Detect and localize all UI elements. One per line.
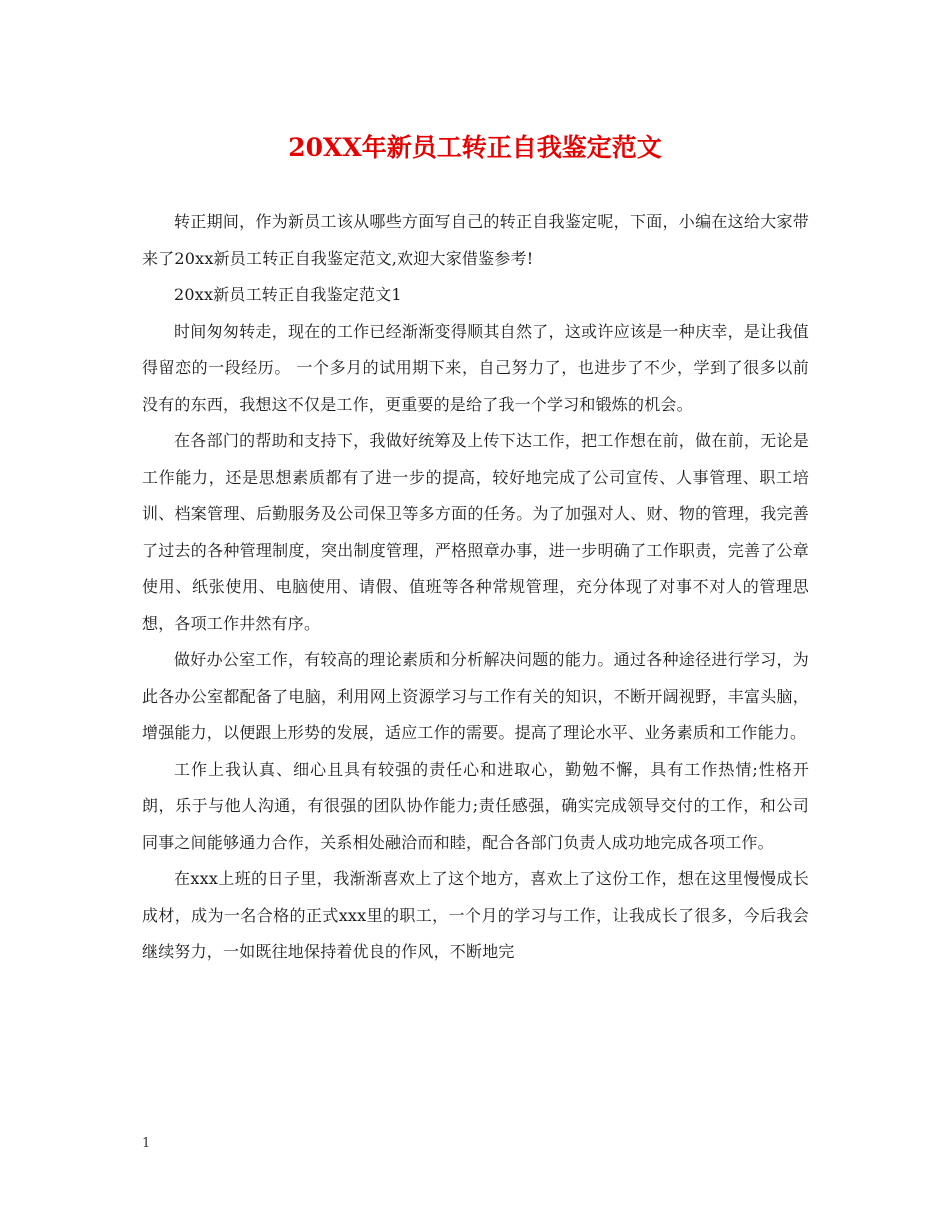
paragraph: 时间匆匆转走，现在的工作已经渐渐变得顺其自然了，这或许应该是一种庆幸，是让我值得留恋的一段经历。 一个多月的试用期下来，自己努力了，也进步了不少，学到了很多以前没有的东西，我想这不仅是工作，更重要的是给了我一个学习和锻炼的机会。 xyxy=(142,321,809,414)
paragraph: 工作上我认真、细心且具有较强的责任心和进取心，勤勉不懈，具有工作热情;性格开朗，乐于与他人沟通，有很强的团队协作能力;责任感强，确实完成领导交付的工作，和公司同事之间能够通力合作，关系相处融洽而和睦，配合各部门负责人成功地完成各项工作。 xyxy=(142,759,809,852)
page-number: 1 xyxy=(142,1136,151,1151)
paragraph: 在xxx上班的日子里，我渐渐喜欢上了这个地方，喜欢上了这份工作，想在这里慢慢成长成材，成为一名合格的正式xxx里的职工，一个月的学习与工作，让我成长了很多，今后我会继续努力，一如既往地保持着优良的作风，不断地完 xyxy=(142,869,809,961)
paragraph: 在各部门的帮助和支持下，我做好统筹及上传下达工作，把工作想在前，做在前，无论是工作能力，还是思想素质都有了进一步的提高，较好地完成了公司宣传、人事管理、职工培训、档案管理、后勤服务及公司保卫等多方面的任务。为了加强对人、财、物的管理，我完善了过去的各种管理制度，突出制度管理，严格照章办事，进一步明确了工作职责，完善了公章使用、纸张使用、电脑使用、请假、值班等各种常规管理，充分体现了对事不对人的管理思想，各项工作井然有序。 xyxy=(142,431,809,633)
document-title: 20XX年新员工转正自我鉴定范文 xyxy=(288,133,662,162)
section-heading: 20xx新员工转正自我鉴定范文1 xyxy=(174,285,402,304)
paragraph: 做好办公室工作，有较高的理论素质和分析解决问题的能力。通过各种途径进行学习，为此各办公室都配备了电脑，利用网上资源学习与工作有关的知识，不断开阔视野，丰富头脑，增强能力，以便跟上形势的发展，适应工作的需要。提高了理论水平、业务素质和工作能力。 xyxy=(142,650,809,742)
document-body xyxy=(142,204,809,971)
paragraph-intro: 转正期间，作为新员工该从哪些方面写自己的转正自我鉴定呢，下面，小编在这给大家带来了20xx新员工转正自我鉴定范文,欢迎大家借鉴参考! xyxy=(142,212,809,268)
